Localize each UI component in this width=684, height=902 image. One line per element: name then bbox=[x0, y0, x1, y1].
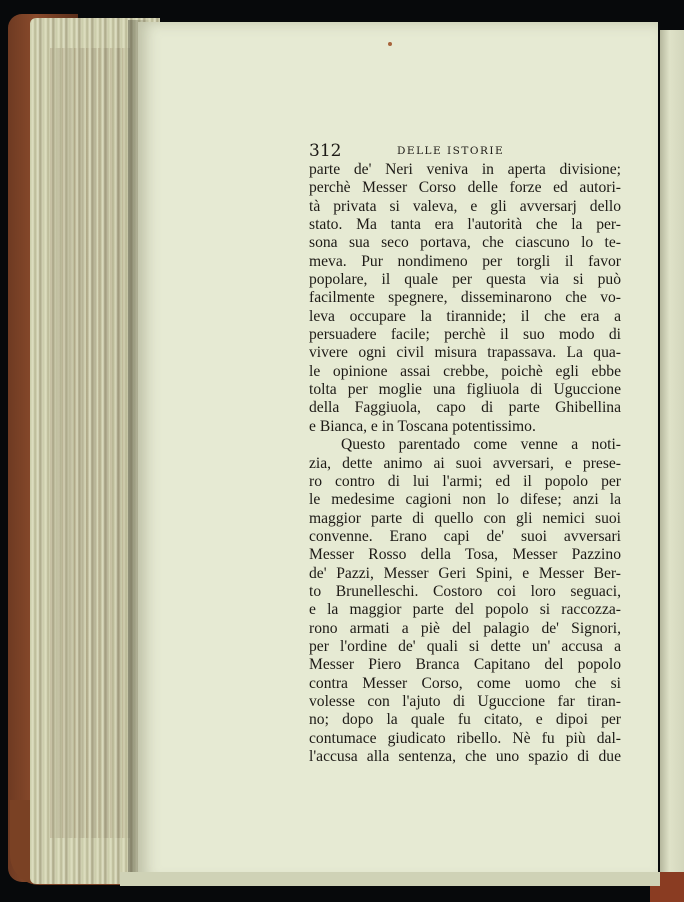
text-line: zia, dette animo ai suoi avversari, e prese- bbox=[309, 454, 621, 472]
text-line: vivere ogni civil misura trapassava. La qua- bbox=[309, 344, 621, 362]
page-number: 312 bbox=[309, 141, 342, 161]
text-line: meva. Pur nondimeno per torgli il favor bbox=[309, 252, 621, 270]
text-line: leva occupare la tirannide; il che era a bbox=[309, 307, 621, 325]
text-line: popolare, il quale per questa via si può bbox=[309, 271, 621, 289]
text-line: l'accusa alla sentenza, che uno spazio di due bbox=[309, 748, 621, 765]
text-line: volesse con l'ajuto di Uguccione far tiran- bbox=[309, 692, 621, 710]
text-line: convenne. Erano capi de' suoi avversari bbox=[309, 527, 621, 545]
text-line: maggior parte di quello con gli nemici suoi bbox=[309, 509, 621, 527]
page-text bbox=[309, 141, 621, 766]
text-line: rono armati a piè del palagio de' Signori, bbox=[309, 619, 621, 637]
text-line: contra Messer Corso, come uomo che si bbox=[309, 674, 621, 692]
text-line: ro contro di lui l'armi; ed il popolo per bbox=[309, 472, 621, 490]
text-line: e la maggior parte del popolo si raccozza- bbox=[309, 601, 621, 619]
page-header bbox=[309, 141, 621, 161]
running-head: DELLE ISTORIE bbox=[397, 145, 505, 157]
text-line: stato. Ma tanta era l'autorità che la per- bbox=[309, 216, 621, 234]
text-line: to Brunelleschi. Costoro coi loro seguaci, bbox=[309, 582, 621, 600]
text-line: de' Pazzi, Messer Geri Spini, e Messer Ber- bbox=[309, 564, 621, 582]
page-bottom-edge bbox=[120, 872, 660, 886]
text-line: parte de' Neri veniva in aperta divisione; bbox=[309, 161, 621, 178]
text-line: Messer Piero Branca Capitano del popolo bbox=[309, 656, 621, 674]
text-line: contumace giudicato ribello. Nè fu più dal- bbox=[309, 729, 621, 747]
text-line: Messer Rosso della Tosa, Messer Pazzino bbox=[309, 546, 621, 564]
text-line: sona sua seco portava, che ciascuno lo te- bbox=[309, 234, 621, 252]
text-line: e Bianca, e in Toscana potentissimo. bbox=[309, 417, 536, 435]
text-line: per l'ordine de' quali si dette un' accusa a bbox=[309, 637, 621, 655]
text-line: facilmente spegnere, disseminarono che vo- bbox=[309, 289, 621, 307]
text-line: perchè Messer Corso delle forze ed autori- bbox=[309, 179, 621, 197]
text-line: tolta per moglie una figliuola di Uguccione bbox=[309, 381, 621, 399]
text-line: della Faggiuola, capo di parte Ghibellina bbox=[309, 399, 621, 417]
text-line: le opinione assai crebbe, poichè egli ebbe bbox=[309, 362, 621, 380]
text-line: no; dopo la quale fu citato, e dipoi per bbox=[309, 711, 621, 729]
text-line: persuadere facile; perchè il suo modo di bbox=[309, 326, 621, 344]
paper-spot bbox=[388, 42, 392, 46]
text-line: le medesime cagioni non lo difese; anzi la bbox=[309, 491, 621, 509]
paragraph-start-line: Questo parentado come venne a noti- bbox=[341, 436, 621, 454]
text-line: tà privata si valeva, e gli avversarj dello bbox=[309, 197, 621, 215]
facing-page-edge bbox=[660, 30, 684, 890]
